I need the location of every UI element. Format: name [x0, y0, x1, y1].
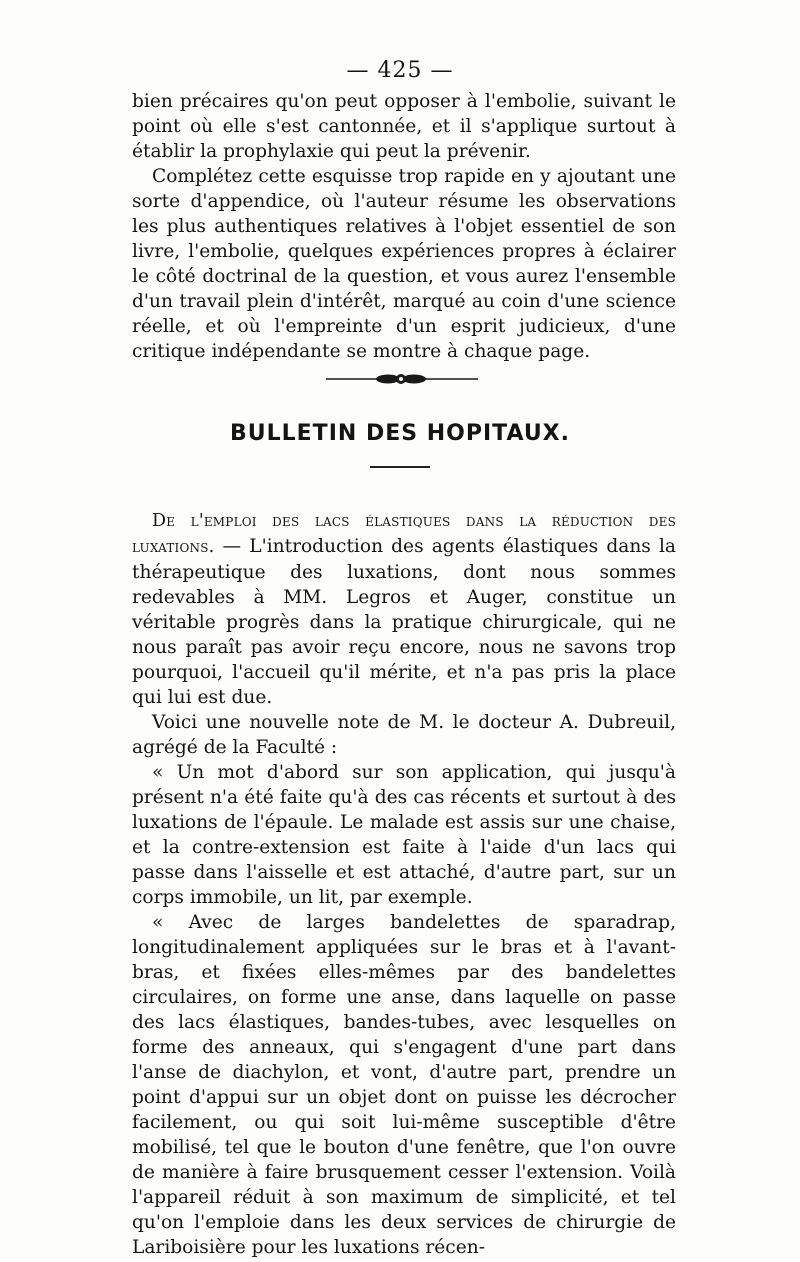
article-paragraph: « Avec de larges bandelettes de sparadrap, longitudinalement appliquées sur le bras et à l'avant-bras, et fixées elles-mêmes par des bandelettes circulaires, on forme une anse, dans laquelle on passe des lacs élastiques, bandes-tubes, avec lesquelles on forme des anneaux, qui s'engagent d'une part dans l'anse de diachylon, et vont, d'autre part, prendre un point d'appui sur un objet dont on puisse les décrocher facilement, ou qui soit lui-même susceptible d'être mobilisé, tel que le bouton d'une fenêtre, que l'on ouvre de manière à faire brusquement cesser l'extension. Voilà l'appareil réduit à son maximum de simplicité, et tel qu'on l'emploie dans les deux services de chirurgie de Lariboisière pour les luxations récen- [132, 912, 676, 1258]
ornament-divider-icon [326, 372, 478, 386]
page-number: — 425 — [346, 58, 454, 83]
section-heading: BULLETIN DES HOPITAUX. [229, 421, 570, 446]
intro-paragraph: Complétez cette esquisse trop rapide en y ajoutant une sorte d'appendice, où l'auteur résume les observations les plus authentiques relatives à l'objet essentiel de son livre, l'embolie, quelques expériences propres à éclairer le côté doctrinal de la question, et vous aurez l'ensemble d'un travail plein d'intérêt, marqué au coin d'une science réelle, et où l'empreinte d'un esprit judicieux, d'une critique indépendante se montre à chaque page. [132, 166, 676, 362]
article [132, 508, 676, 1260]
article-paragraph: Voici une nouvelle note de M. le docteur A. Dubreuil, agrégé de la Faculté : [132, 712, 676, 758]
article-opening: — L'introduction des agents élastiques dans la thérapeutique des luxations, dont nous sommes redevables à MM. Legros et Auger, constitue un véritable progrès dans la pratique chirurgicale, qui ne nous paraît pas avoir reçu encore, nous ne savons trop pourquoi, l'accueil qu'il mérite, et n'a pas pris la place qui lui est due. [132, 536, 676, 708]
short-rule [370, 466, 430, 468]
intro-text [132, 89, 676, 364]
intro-paragraph: bien précaires qu'on peut opposer à l'embolie, suivant le point où elle s'est cantonnée, et il s'applique surtout à établir la prophylaxie qui peut la prévenir. [132, 91, 676, 162]
article-title: De l'emploi des lacs élastiques dans la réduction des luxations. [132, 511, 676, 557]
article-paragraph: « Un mot d'abord sur son application, qui jusqu'à présent n'a été faite qu'à des cas récents et surtout à des luxations de l'épaule. Le malade est assis sur une chaise, et la contre-extension est faite à l'aide d'un lacs qui passe dans l'aisselle et est attaché, d'autre part, sur un corps immobile, un lit, par exemple. [132, 762, 676, 908]
article-first-paragraph [132, 508, 676, 710]
